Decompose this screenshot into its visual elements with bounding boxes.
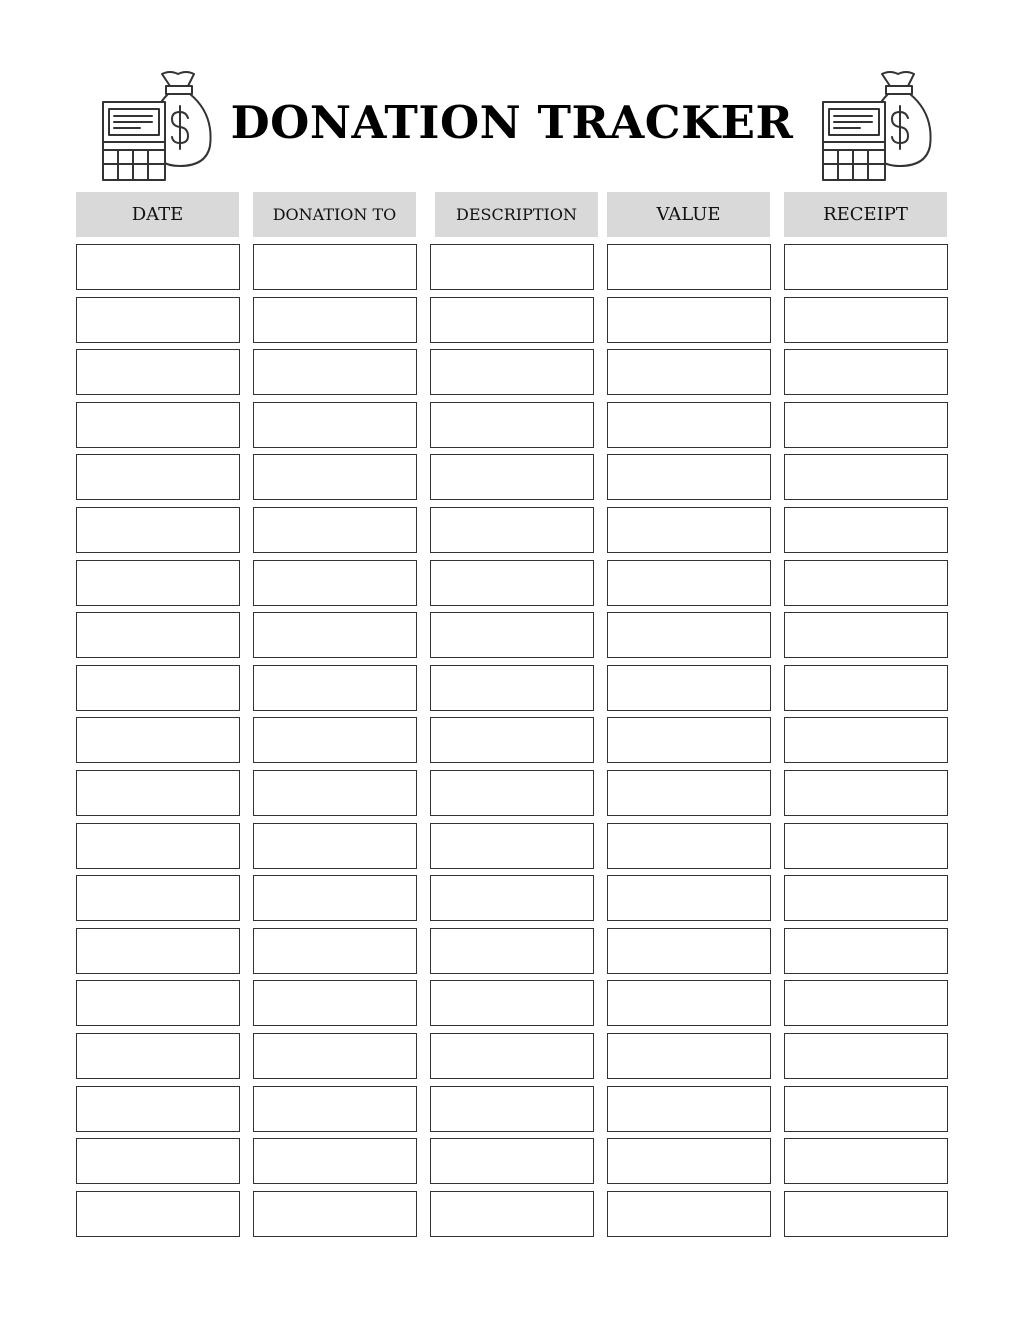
entry-cell-value[interactable] (607, 980, 771, 1026)
entry-cell-date[interactable] (76, 717, 240, 763)
page-title: DONATION TRACKER (230, 96, 794, 149)
entry-cell-value[interactable] (607, 1033, 771, 1079)
entry-cell-description[interactable] (430, 717, 594, 763)
column-header-description: DESCRIPTION (435, 192, 598, 237)
entry-cell-description[interactable] (430, 244, 594, 290)
entry-cell-donation-to[interactable] (253, 1086, 417, 1132)
entry-cell-receipt[interactable] (784, 349, 948, 395)
entry-cell-receipt[interactable] (784, 875, 948, 921)
entry-cell-description[interactable] (430, 1033, 594, 1079)
entry-cell-date[interactable] (76, 980, 240, 1026)
entry-cell-donation-to[interactable] (253, 454, 417, 500)
money-bag-register-icon (820, 66, 935, 181)
entry-cell-value[interactable] (607, 454, 771, 500)
entry-cell-date[interactable] (76, 1033, 240, 1079)
entry-cell-value[interactable] (607, 1191, 771, 1237)
entry-cell-description[interactable] (430, 612, 594, 658)
entry-cell-description[interactable] (430, 980, 594, 1026)
entry-cell-description[interactable] (430, 1086, 594, 1132)
entry-cell-donation-to[interactable] (253, 297, 417, 343)
entry-cell-value[interactable] (607, 507, 771, 553)
entry-cell-donation-to[interactable] (253, 665, 417, 711)
entry-cell-date[interactable] (76, 770, 240, 816)
entry-cell-date[interactable] (76, 875, 240, 921)
entry-cell-date[interactable] (76, 612, 240, 658)
entry-cell-receipt[interactable] (784, 980, 948, 1026)
entry-cell-date[interactable] (76, 402, 240, 448)
entry-cell-date[interactable] (76, 823, 240, 869)
entry-cell-value[interactable] (607, 297, 771, 343)
entry-cell-receipt[interactable] (784, 402, 948, 448)
column-header-donation-to: DONATION TO (253, 192, 416, 237)
money-bag-register-icon (100, 66, 215, 181)
entry-cell-donation-to[interactable] (253, 402, 417, 448)
entry-cell-donation-to[interactable] (253, 1138, 417, 1184)
entry-cell-receipt[interactable] (784, 1191, 948, 1237)
entry-cell-description[interactable] (430, 454, 594, 500)
entry-cell-receipt[interactable] (784, 1138, 948, 1184)
entry-cell-receipt[interactable] (784, 1033, 948, 1079)
entry-cell-date[interactable] (76, 454, 240, 500)
entry-cell-donation-to[interactable] (253, 560, 417, 606)
entry-cell-donation-to[interactable] (253, 1033, 417, 1079)
entry-cell-receipt[interactable] (784, 612, 948, 658)
entry-cell-donation-to[interactable] (253, 717, 417, 763)
entry-cell-value[interactable] (607, 402, 771, 448)
entry-cell-description[interactable] (430, 823, 594, 869)
entry-cell-description[interactable] (430, 402, 594, 448)
entry-cell-receipt[interactable] (784, 297, 948, 343)
entry-cell-donation-to[interactable] (253, 1191, 417, 1237)
entry-cell-receipt[interactable] (784, 928, 948, 974)
entry-cell-donation-to[interactable] (253, 507, 417, 553)
entry-cell-date[interactable] (76, 1138, 240, 1184)
entry-cell-description[interactable] (430, 875, 594, 921)
entry-cell-date[interactable] (76, 244, 240, 290)
column-header-value: VALUE (607, 192, 770, 237)
entry-cell-donation-to[interactable] (253, 612, 417, 658)
entry-cell-description[interactable] (430, 665, 594, 711)
entry-cell-date[interactable] (76, 928, 240, 974)
entry-cell-description[interactable] (430, 1138, 594, 1184)
entry-cell-receipt[interactable] (784, 770, 948, 816)
entry-cell-receipt[interactable] (784, 665, 948, 711)
entry-cell-value[interactable] (607, 875, 771, 921)
entry-cell-value[interactable] (607, 717, 771, 763)
entry-cell-donation-to[interactable] (253, 980, 417, 1026)
entry-cell-donation-to[interactable] (253, 928, 417, 974)
entry-cell-value[interactable] (607, 560, 771, 606)
entry-cell-receipt[interactable] (784, 454, 948, 500)
entry-cell-donation-to[interactable] (253, 770, 417, 816)
entry-cell-date[interactable] (76, 1191, 240, 1237)
entry-cell-receipt[interactable] (784, 1086, 948, 1132)
entry-cell-date[interactable] (76, 665, 240, 711)
page-header (0, 60, 1024, 185)
entry-cell-description[interactable] (430, 349, 594, 395)
entry-cell-date[interactable] (76, 297, 240, 343)
entry-cell-donation-to[interactable] (253, 244, 417, 290)
column-header-receipt: RECEIPT (784, 192, 947, 237)
entry-cell-donation-to[interactable] (253, 349, 417, 395)
entry-cell-value[interactable] (607, 244, 771, 290)
entry-cell-value[interactable] (607, 823, 771, 869)
entry-cell-date[interactable] (76, 349, 240, 395)
entry-cell-receipt[interactable] (784, 823, 948, 869)
entry-cell-value[interactable] (607, 349, 771, 395)
entry-cell-donation-to[interactable] (253, 875, 417, 921)
entry-cell-value[interactable] (607, 928, 771, 974)
entry-cell-description[interactable] (430, 1191, 594, 1237)
entry-cell-receipt[interactable] (784, 560, 948, 606)
entry-cell-value[interactable] (607, 770, 771, 816)
entry-cell-value[interactable] (607, 665, 771, 711)
entry-cell-donation-to[interactable] (253, 823, 417, 869)
entry-cell-date[interactable] (76, 507, 240, 553)
entry-cell-description[interactable] (430, 297, 594, 343)
entry-cell-receipt[interactable] (784, 507, 948, 553)
entry-cell-description[interactable] (430, 560, 594, 606)
entry-cell-receipt[interactable] (784, 244, 948, 290)
entry-cell-value[interactable] (607, 1086, 771, 1132)
entry-cell-date[interactable] (76, 1086, 240, 1132)
entry-cell-value[interactable] (607, 612, 771, 658)
entry-cell-value[interactable] (607, 1138, 771, 1184)
entry-cell-description[interactable] (430, 507, 594, 553)
entry-cell-date[interactable] (76, 560, 240, 606)
entry-cell-receipt[interactable] (784, 717, 948, 763)
column-header-date: DATE (76, 192, 239, 237)
entry-cell-description[interactable] (430, 928, 594, 974)
entry-cell-description[interactable] (430, 770, 594, 816)
